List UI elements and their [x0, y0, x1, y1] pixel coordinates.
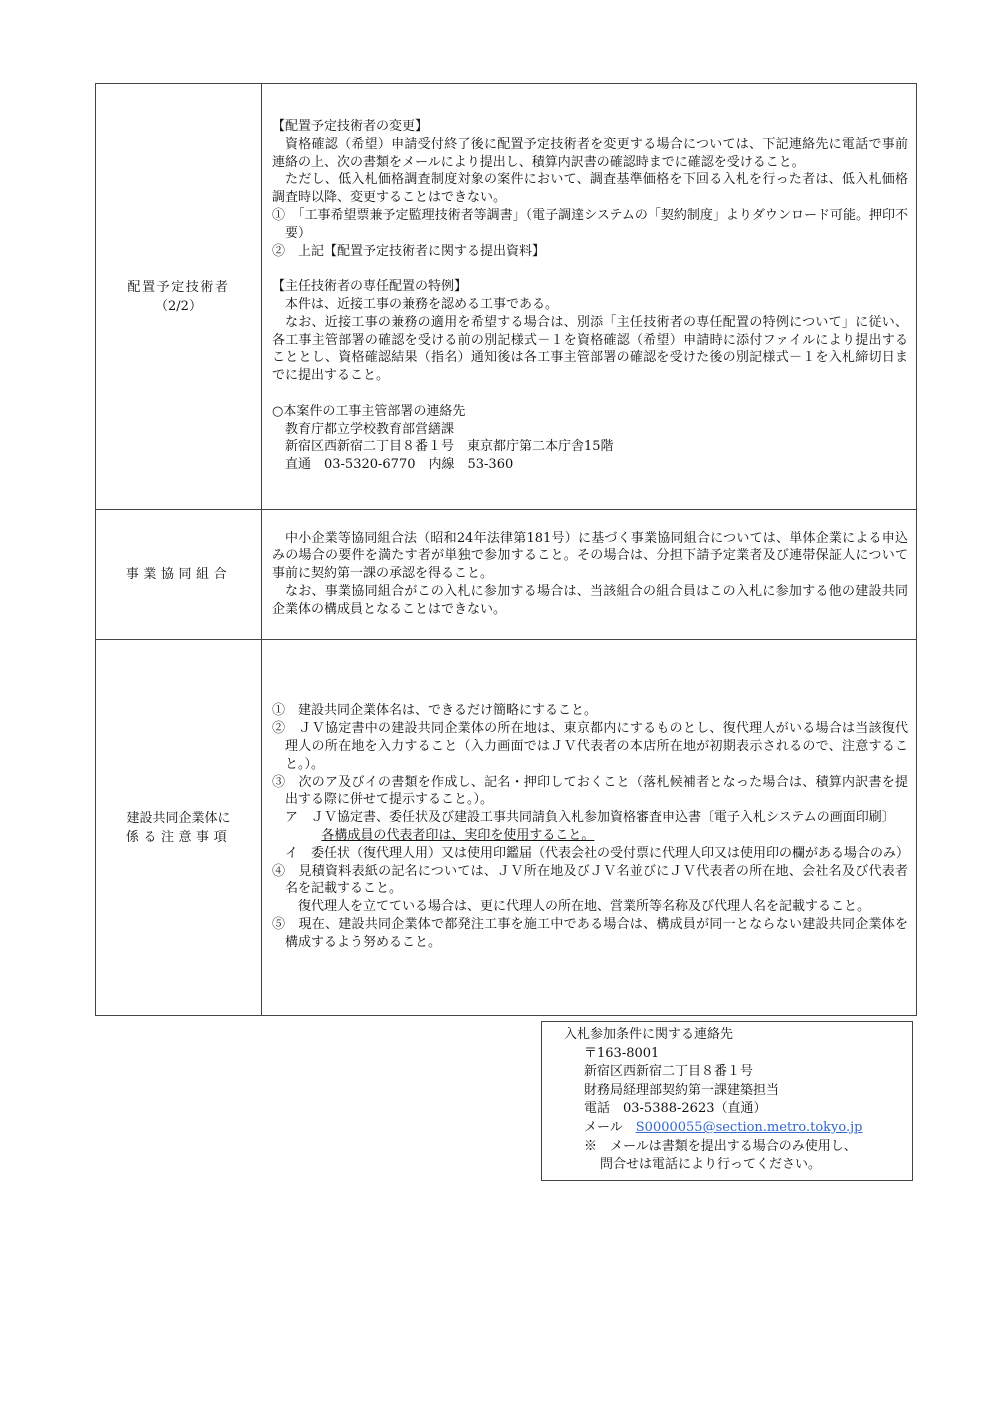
contact-department: 財務局経理部契約第一課建築担当 [584, 1082, 780, 1098]
paragraph: なお、事業協同組合がこの入札に参加する場合は、当該組合の組合員はこの入札に参加する他の建設共同企業体の構成員となることはできない。 [272, 583, 908, 617]
conditions-table [95, 83, 917, 1016]
table-row-jv-notes [96, 640, 917, 1016]
table-row-business-cooperative [96, 510, 917, 640]
row-label [96, 510, 262, 640]
table-row-assigned-engineer [96, 84, 917, 510]
row-label [96, 84, 262, 510]
row-content [262, 510, 917, 640]
email-link[interactable]: S0000055@section.metro.tokyo.jp [635, 1119, 863, 1135]
mail-label: メール [584, 1119, 623, 1135]
paragraph: なお、近接工事の兼務の適用を希望する場合は、別添「主任技術者の専任配置の特例について」に従い、各工事主管部署の確認を受ける前の別記様式－１を資格確認（希望）申請時に添付ファイルにより提出することとし、資格確認結果（指名）通知後は各工事主管部署の確認を受けた後の別記様式－１を入札締切日までに提出すること。 [272, 314, 908, 384]
contact-line: 新宿区西新宿二丁目８番１号 東京都庁第二本庁舎15階 [285, 439, 614, 455]
contact-heading: ○本案件の工事主管部署の連絡先 [272, 403, 466, 419]
list-item: ⑤ 現在、建設共同企業体で都発注工事を施工中である場合は、構成員が同一とならない建設共同企業体を構成するよう努めること。 [272, 916, 908, 950]
list-item: ③ 次のア及びイの書類を作成し、記名・押印しておくこと（落札候補者となった場合は、積算内訳書を提出する際に併せて提示すること。）。 [272, 774, 908, 808]
contact-title: 入札参加条件に関する連絡先 [564, 1027, 734, 1042]
section-heading: 【主任技術者の専任配置の特例】 [272, 279, 468, 295]
label-line: 配置予定技術者 [127, 279, 230, 295]
section-heading: 【配置予定技術者の変更】 [272, 119, 429, 135]
contact-note: 問合せは電話により行ってください。 [600, 1157, 822, 1173]
paragraph: 資格確認（希望）申請受付終了後に配置予定技術者を変更する場合については、下記連絡先に電話で事前連絡の上、次の書類をメールにより提出し、積算内訳書の確認時までに確認を受けること。 [272, 136, 908, 170]
list-item: ① 建設共同企業体名は、できるだけ簡略にすること。 [272, 703, 598, 719]
label-line: 係る注意事項 [125, 829, 232, 845]
list-item: ④ 見積資料表紙の記名については、ＪＶ所在地及びＪＶ名並びにＪＶ代表者の所在地、会社名及び代表者名を記載すること。 [272, 863, 908, 897]
postal-code: 〒163-8001 [584, 1045, 660, 1061]
row-label [96, 640, 262, 1016]
list-item: ② 上記【配置予定技術者に関する提出資料】 [272, 243, 546, 259]
contact-line: 直通 03-5320-6770 内線 53-360 [285, 457, 514, 473]
label-line: 事業協同組合 [125, 567, 232, 582]
paragraph: ただし、低入札価格調査制度対象の案件において、調査基準価格を下回る入札を行った者は、低入札価格調査時以降、変更することはできない。 [272, 172, 908, 206]
list-item: ① 「工事希望票兼予定監理技術者等調書」（電子調達システムの「契約制度」よりダウンロード可能。押印不要） [272, 208, 908, 241]
underlined-note: 各構成員の代表者印は、実印を使用すること。 [321, 828, 595, 843]
list-item: ② ＪＶ協定書中の建設共同企業体の所在地は、東京都内にするものとし、復代理人がいる場合は当該復代理人の所在地を入力すること（入力画面ではＪＶ代表者の本店所在地が初期表示されるので、注意すること。）。 [272, 721, 908, 772]
contact-phone: 電話 03-5388-2623（直通） [584, 1101, 767, 1117]
paragraph: 復代理人を立てている場合は、更に代理人の所在地、営業所等名称及び代理人名を記載すること。 [298, 899, 871, 915]
contact-line: 教育庁都立学校教育部営繕課 [285, 421, 455, 437]
row-content [262, 84, 917, 510]
paragraph: 中小企業等協同組合法（昭和24年法律第181号）に基づく事業協同組合については、単体企業による申込みの場合の要件を満たす者が単独で参加すること。その場合は、分担下請予定業者及び連帯保証人について事前に契約第一課の承認を得ること。 [272, 530, 908, 582]
row-content [262, 640, 917, 1016]
paragraph: 本件は、近接工事の兼務を認める工事である。 [285, 297, 559, 312]
contact-mail-line [568, 1119, 904, 1138]
label-line: （2/2） [155, 298, 202, 314]
label-line: 建設共同企業体に [126, 810, 231, 826]
note-line [272, 827, 908, 845]
contact-address: 新宿区西新宿二丁目８番１号 [584, 1064, 754, 1080]
sub-list-item: イ 委任状（復代理人用）又は使用印鑑届（代表会社の受付票に代理人印又は使用印の欄がある場合のみ） [285, 845, 910, 861]
contact-box [541, 1021, 913, 1181]
sub-list-item: ア ＪＶ協定書、委任状及び建設工事共同請負入札参加資格審査申込書〔電子入札システムの画面印刷〕 [285, 810, 895, 826]
contact-note: ※ メールは書類を提出する場合のみ使用し、 [584, 1138, 857, 1154]
